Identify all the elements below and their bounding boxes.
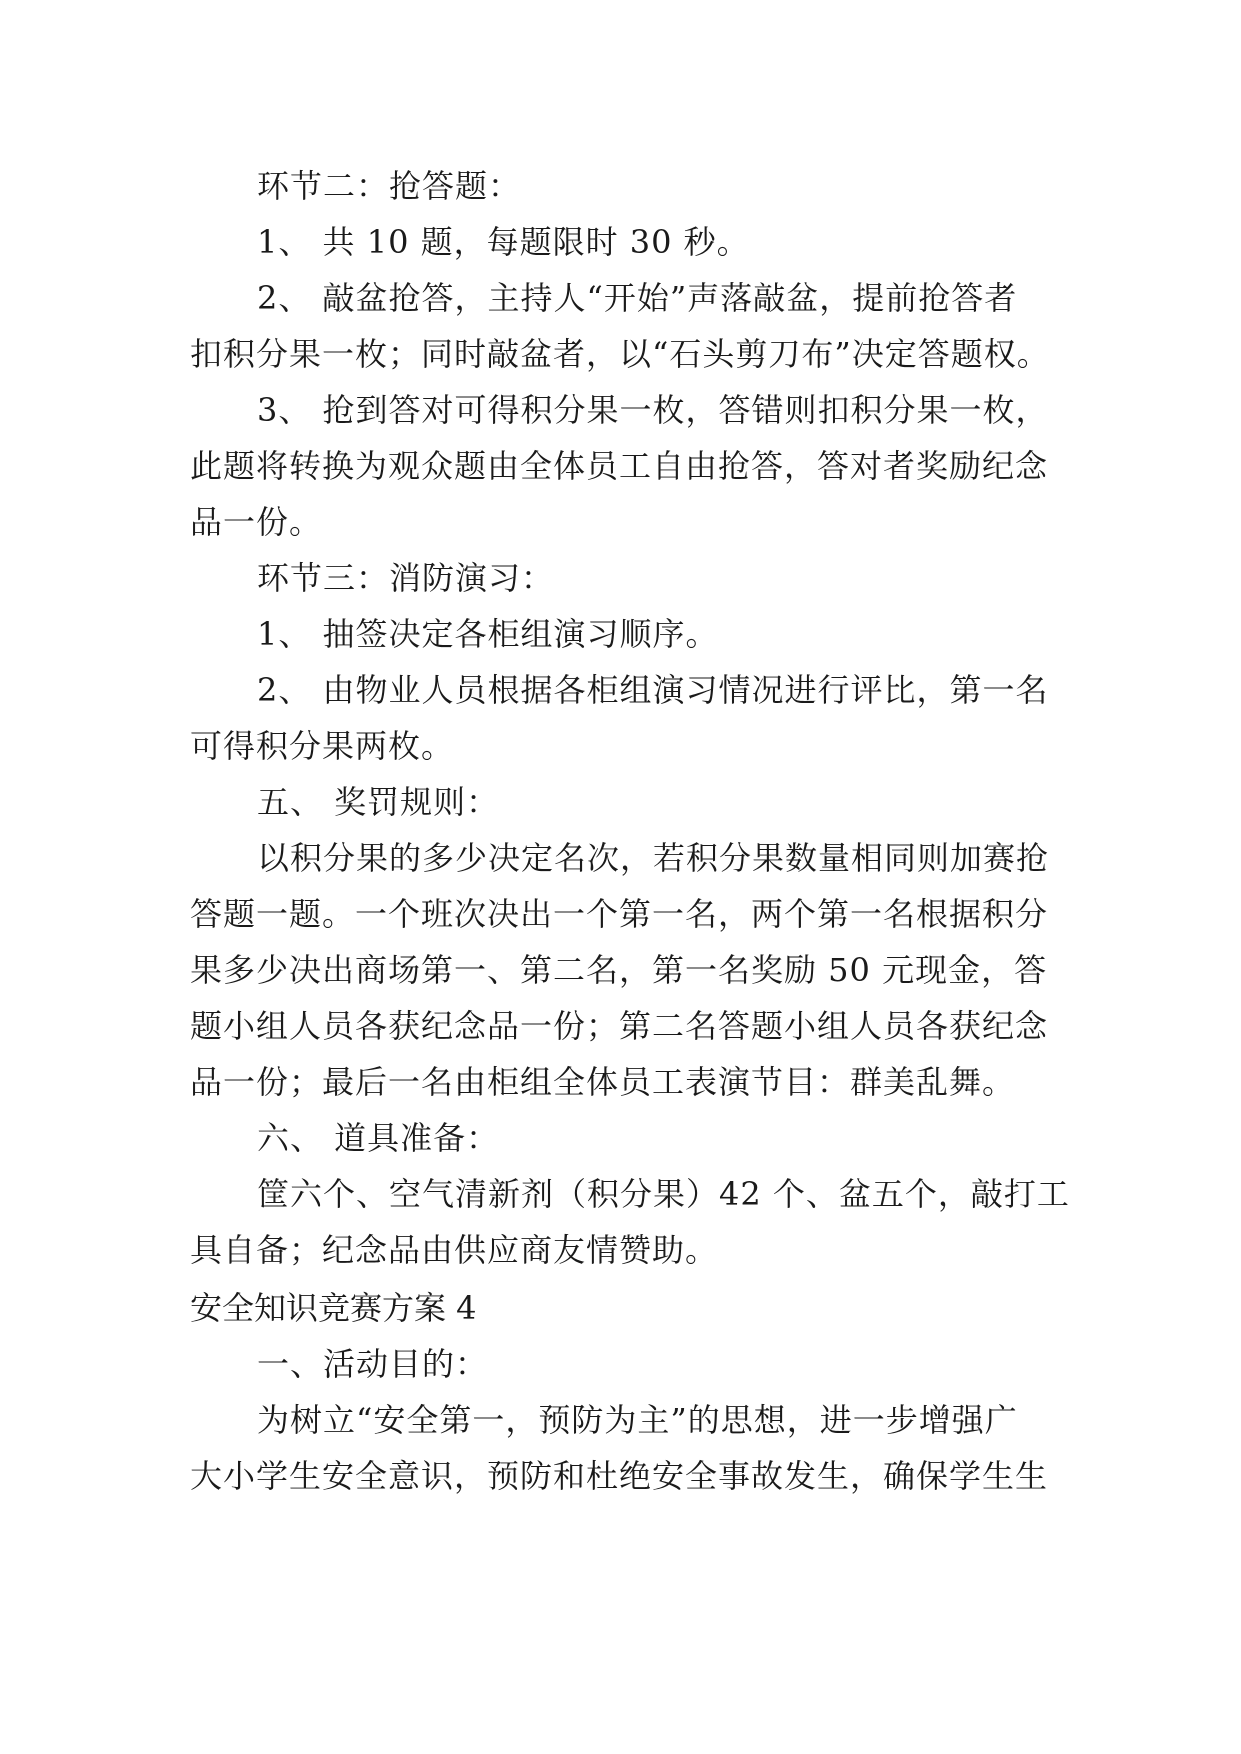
paragraph-line: 1、 共 10 题，每题限时 30 秒。: [257, 223, 750, 261]
paragraph-line: 可得积分果两枚。: [190, 727, 455, 765]
paragraph-line: 答题一题。一个班次决出一个第一名，两个第一名根据积分: [190, 895, 1049, 933]
section-heading: 环节二：抢答题：: [257, 167, 522, 205]
section-heading: 一、活动目的：: [257, 1345, 489, 1383]
paragraph-line: 1、 抽签决定各柜组演习顺序。: [257, 615, 719, 653]
section-heading: 六、 道具准备：: [257, 1119, 500, 1157]
paragraph-line: 扣积分果一枚；同时敲盆者，以“石头剪刀布”决定答题权。: [190, 335, 1050, 373]
section-heading: 环节三：消防演习：: [257, 559, 555, 597]
paragraph-line: 果多少决出商场第一、第二名，第一名奖励 50 元现金，答: [190, 951, 1048, 989]
paragraph-line: 2、 由物业人员根据各柜组演习情况进行评比，第一名: [257, 671, 1049, 709]
paragraph-line: 品一份。: [190, 503, 323, 541]
paragraph-line: 具自备；纪念品由供应商友情赞助。: [190, 1231, 719, 1269]
paragraph-line: 2、 敲盆抢答，主持人“开始”声落敲盆，提前抢答者: [257, 279, 1018, 317]
paragraph-line: 以积分果的多少决定名次，若积分果数量相同则加赛抢: [257, 839, 1050, 877]
paragraph-line: 为树立“安全第一，预防为主”的思想，进一步增强广: [257, 1401, 1018, 1439]
paragraph-line: 大小学生安全意识，预防和杜绝安全事故发生，确保学生生: [190, 1457, 1049, 1495]
paragraph-line: 筐六个、空气清新剂（积分果）42 个、盆五个，敲打工: [257, 1175, 1070, 1213]
paragraph-line: 题小组人员各获纪念品一份；第二名答题小组人员各获纪念: [190, 1007, 1049, 1045]
paragraph-line: 此题将转换为观众题由全体员工自由抢答，答对者奖励纪念: [190, 447, 1049, 485]
paragraph-line: 3、 抢到答对可得积分果一枚，答错则扣积分果一枚，: [257, 391, 1049, 429]
document-title: 安全知识竞赛方案 4: [190, 1289, 477, 1327]
section-heading: 五、 奖罚规则：: [257, 783, 500, 821]
paragraph-line: 品一份；最后一名由柜组全体员工表演节目：群美乱舞。: [190, 1063, 1016, 1101]
